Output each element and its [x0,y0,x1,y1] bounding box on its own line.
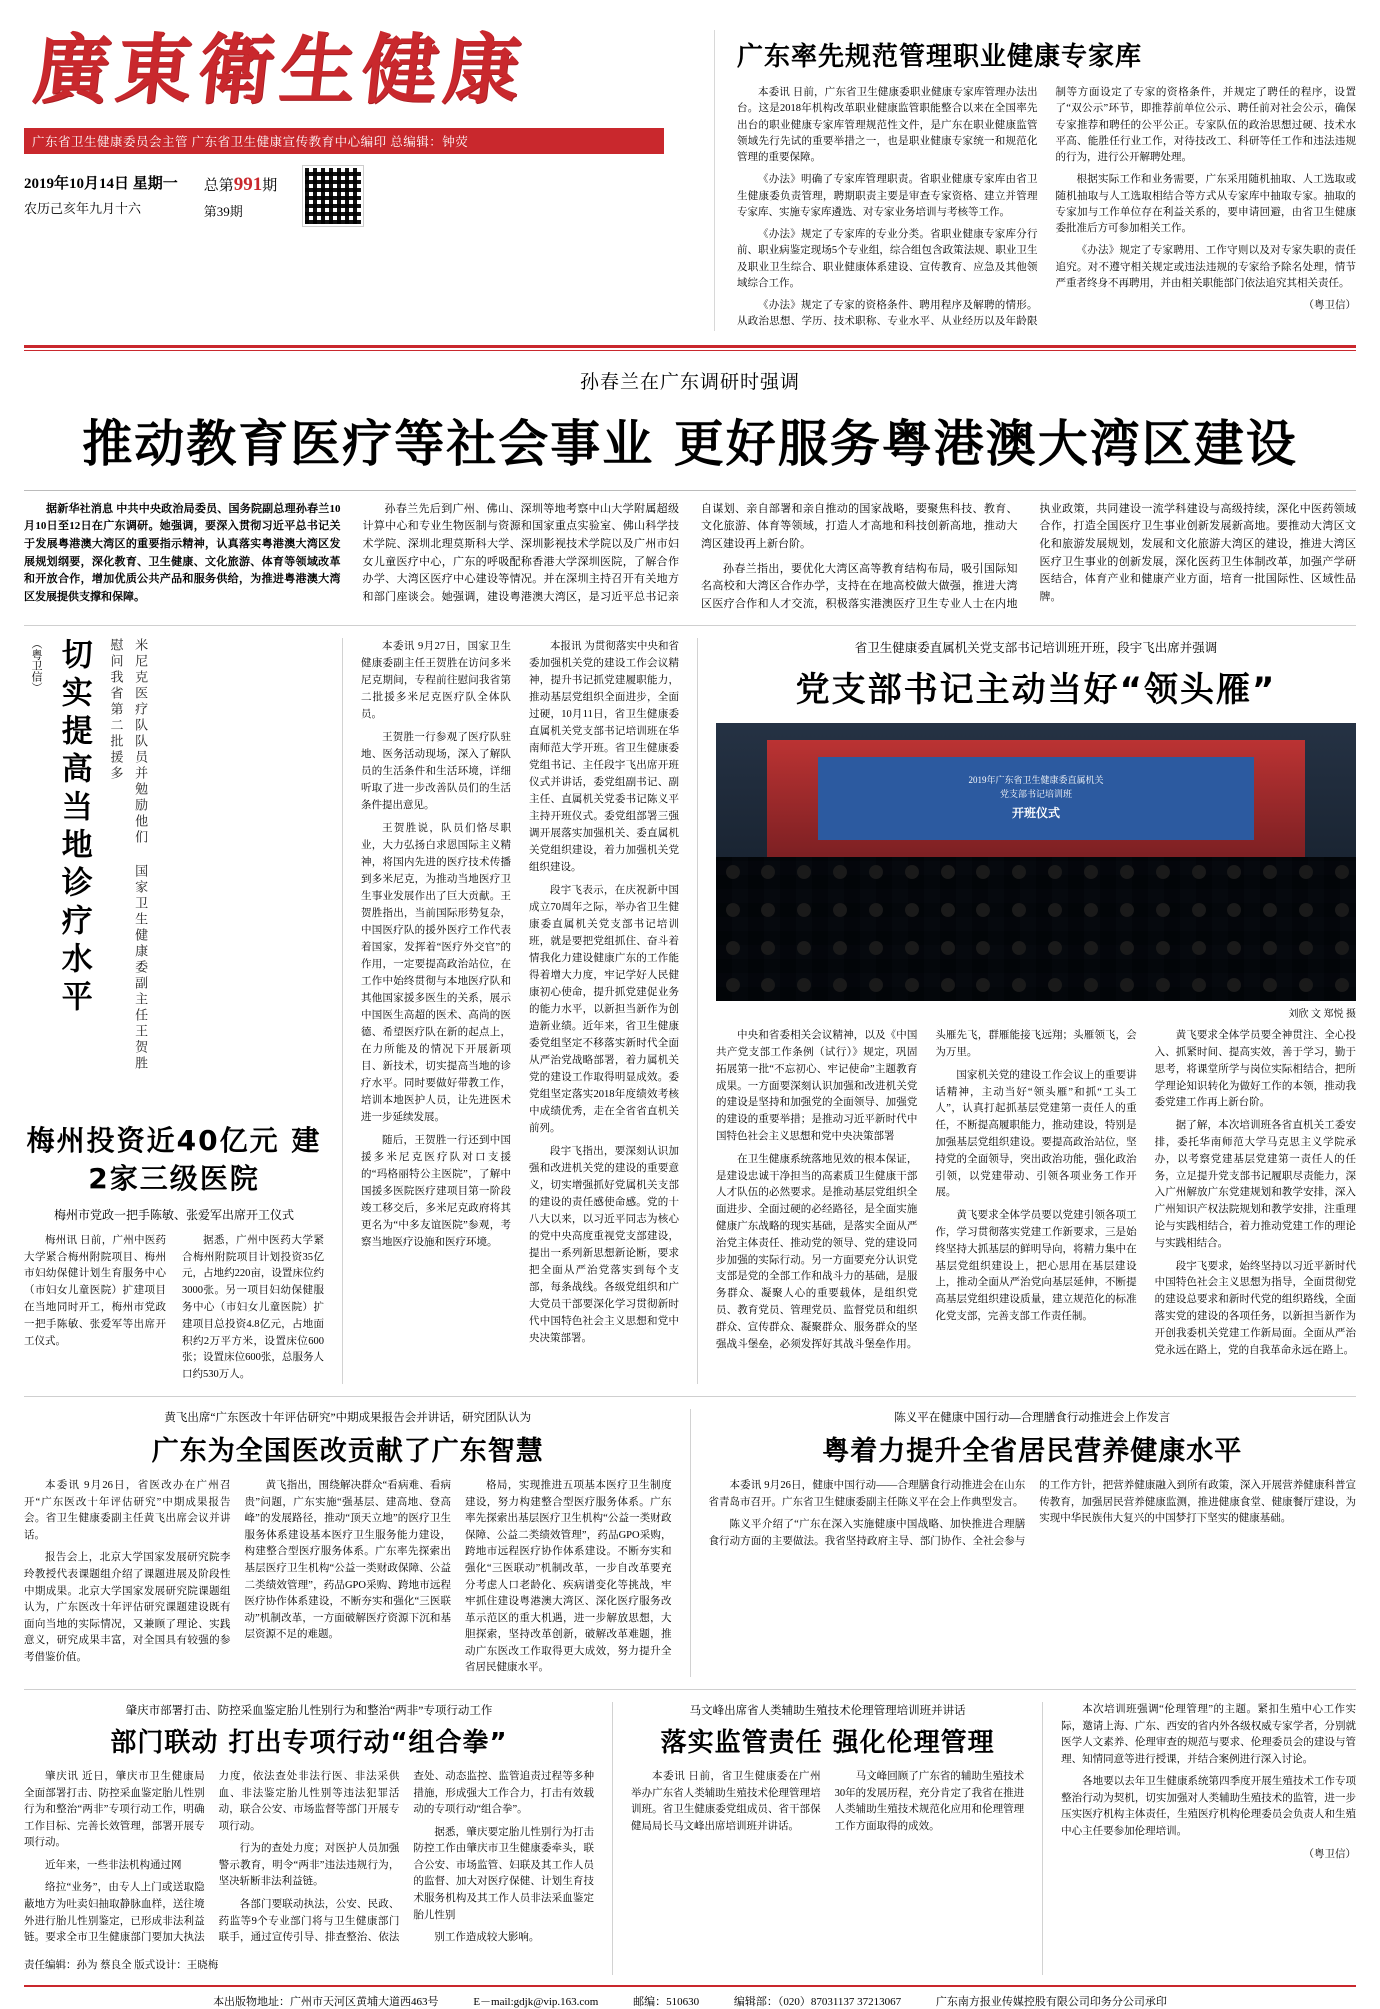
paragraph: 王贺胜一行参观了医疗队驻地、医务活动现场，深入了解队员的生活条件和生活环境，详细听取了进一步改善队员们的生活条件提出意见。 [361,732,511,812]
mid-column-a [361,638,511,1384]
meizhou-headline: 梅州投资近40亿元 建2家三级医院 [26,1124,322,1196]
paragraph: 本委讯 9月26日，健康中国行动——合理膳食行动推进会在山东省青岛市召开。广东省卫生健康委副主任陈义平在会上作典型发言。 [708,1480,1026,1508]
audience-head [1299,978,1313,992]
audience-head [1156,903,1170,917]
audience-head [1299,903,1313,917]
audience-head [833,865,847,879]
audience-head [905,978,919,992]
audience-head [1048,978,1062,992]
paragraph: 中央和省委相关会议精神，以及《中国共产党支部工作条例（试行）》规定，巩固拓展第一批“不忘初心、牢记使命”主题教育成果。一方面要深刻认识加强和改进机关党的建设是坚持和加强党的全面领导、加强党的建设的重要举措；是推动习近平新时代中国特色社会主义思想和党中央决策部署 [716,1030,918,1143]
editor-credits: 责任编辑：孙为 蔡良全 版式设计：王晓梅 [24,1959,219,1971]
audience-head [1084,865,1098,879]
audience-head [797,903,811,917]
audience-head [1048,903,1062,917]
paragraph: 段宇飞要求，始终坚持以习近平新时代中国特色社会主义思想为指导，全面贯彻党的建设总要求和新时代党的组织路线，全面落实党的建设的各项任务，以新担当新作为开创我委机关党建工作新局面。全面从严治党永远在路上，党的自我革命永远在路上。 [1154,1260,1356,1356]
audience-head [1156,978,1170,992]
audience-head [1012,941,1026,955]
footer-email[interactable]: E－mail:gdjk@vip.163.com [473,1995,599,2008]
audience-head [1084,978,1098,992]
banner-line-2: 党支部书记培训班 [999,788,1072,799]
training-class-photo [716,723,1356,1001]
audience-head [1227,865,1241,879]
audience-head [941,865,955,879]
paragraph: 随后，王贺胜一行还到中国援多米尼克医疗队对口支援的“玛格丽特公主医院”，了解中国援多医院医疗建项目第一阶段竣工移交后，多米尼克政府将其更名为“中多友谊医院”参观，考察当地医疗设施和医疗环境。 [361,1135,511,1249]
divider [24,1396,1356,1397]
audience-head [905,903,919,917]
audience-head [1048,941,1062,955]
article-headline: 部门联动 打出专项行动“组合拳” [110,1727,508,1758]
bottom-section [24,1702,1356,1975]
paragraph: 黄飞要求全体学员要以党建引领各项工作，学习贯彻落实党建工作新要求，三是始终坚持大抓基层的鲜明导向，将精力集中在基层党组织建设上，把心思用在基层建设上，推动全面从严治党向基层延伸，不断提高基层党组织建设质量，建立规范化的标准化党支部，完善支部工作责任制。 [935,1210,1137,1323]
audience-head [1299,941,1313,955]
audience-head [1156,865,1170,879]
article-body [24,1769,594,1949]
banner-line-1: 2019年广东省卫生健康委直属机关 [968,775,1104,786]
paragraph: 孙春兰先后到广州、佛山、深圳等地考察中山大学附属超级计算中心和专业生物医制与资源和国家重点实验室、佛山科学技术学院、深圳北理莫斯科大学、深圳影视技术学院以及广州市妇女儿童医疗中心，广东的呼吸配称香港大学深圳医院，了解合作办学、大湾区医疗中心建设等情况。并在深圳主持召开有关地方和部门座谈会。她强调，建设粤港澳大湾区，是习近平总书记亲自谋划、亲自部署和亲自推动的国家战略，要聚焦科技、教育、文化旅游、体育等领域，打造人才高地和科技创新高地，推动大湾区建设再上新台阶。 [362,502,1018,603]
mid-section [24,638,1356,1384]
audience-head [1120,903,1134,917]
party-branch-article [716,638,1356,1384]
top-article-headline: 广东率先规范管理职业健康专家库 [737,42,1143,72]
divider [24,1689,1356,1690]
article-kicker: 马文峰出席省人类辅助生殖技术伦理管理培训班并讲话 [689,1704,966,1717]
audience-head [1335,903,1349,917]
audience-head [1263,903,1277,917]
paragraph: 行为的查处力度；对医护人员加强警示教育，明令“两非”违法违规行为，坚决斩断非法利益链。 [218,1843,400,1888]
audience-head [1120,978,1134,992]
issue-block [204,169,278,223]
masthead-meta [24,166,714,226]
party-branch-body [716,1028,1356,1359]
zhaoqing-article [24,1702,594,1975]
audience-head [833,941,847,955]
paragraph: 黄飞指出，围绕解决群众“看病难、看病贵”问题，广东实施“强基层、建高地、登高峰”的发展路径，推动“顶天立地”的医疗卫生服务体系建设基本医疗卫生服务能力建设，构建整合型医疗服务体系。广东率先探索出基层医疗卫生机构“公益一类财政保障、公益二类绩效管理”，药品GPO采购、跨地市远程医疗协作体系建设，不断夯实和强化“三医联动”机制改革，一方面破解医疗资源下沉和基层资源不足的难题。 [244,1480,451,1641]
divider [24,490,1356,491]
divider-vertical [690,1409,691,1677]
audience-head [941,941,955,955]
paragraph: 络拉“业务”，由专人上门或送取隐蔽地方为吐卖妇抽取静脉血样，送往境外进行胎儿性别鉴定，已形成非法利益链。要求全市卫生健康部门要加大执法力度，依法查处非法行医、非法采供血、非法鉴定胎儿性别等违法犯罪活动，联合公安、市场监督等部门开展专项行动。 [24,1770,400,1944]
audience-head [1120,941,1134,955]
paragraph: 肇庆讯 近日，肇庆市卫生健康局全面部署打击、防控采血鉴定胎儿性别行为和整治“两非”专项行动工作，明确工作目标、完善长效管理，部署开展专项行动。 [24,1770,205,1849]
ethics-article [631,1702,1024,1975]
qr-code-icon[interactable] [303,166,363,226]
paragraph: 本次培训班强调“伦理管理”的主题。紧扣生殖中心工作实际，邀请上海、广东、西安的省内外各级权威专家学者，分别就医学人文素养、伦理审查的规范与要求、伦理委员会的建设与管理、知情同意等进行授课，并结合案例进行深入讨论。 [1061,1703,1356,1765]
audience-head [1012,903,1026,917]
paragraph: 段宇飞指出，要深刻认识加强和改进机关党的建设的重要意义，切实增强抓好党属机关支部的建设的责任感使命感。党的十八大以来，以习近平同志为核心的党中央高度重视党支部建设，提出一系列新思想新论断，要求把全面从严治党落实到每个支部，每条战线。各级党组织和广大党员干部要深化学习贯彻新时代中国特色社会主义思想和党中央决策部署。 [529,1146,679,1345]
audience-head [833,903,847,917]
paragraph: 段宇飞表示，在庆祝新中国成立70周年之际，举办省卫生健康委直属机关党支部书记培训班，就是要把党组抓住、奋斗着情我化力建设健康广东的工作能得着增大力度，牢记学好人民健康初心使命，提升抓党建促业务的能力水平，以新担当新作为创造新业绩。近年来，省卫生健康委党组坚定不移落实新时代全面从严治党战略部署，着力属机关党的建设工作取得明显成效。委党组坚定落实2018年度绩效考核中成绩优秀，走在全省省直机关前列。 [529,885,679,1135]
audience-head [1263,978,1277,992]
article-headline: 粤着力提升全省居民营养健康水平 [822,1436,1243,1468]
paragraph: 别工作造成较大影响。 [434,1932,540,1944]
audience-head [869,903,883,917]
paragraph: 《办法》明确了专家库管理职责。省职业健康专家库由省卫生健康委负责管理，聘期职责主要是审查专家资格、建立并管理专家库、实施专家库遴选、对专家业务培训与考核等工作。 [737,174,1038,218]
audience-head [941,903,955,917]
date-block [24,172,178,220]
paragraph: 本委讯 日前，广东省卫生健康委职业健康专家库管理办法出台。这是2018年机构改革职业健康监管职能整合以来在全国率先出台的职业健康专家库管理规范性文件，是广东在职业健康监管领域先行先试的重要举措之一，也是职业健康专家统一和规范化管理的重要保障。 [737,87,1038,164]
vertical-byline: （粤卫信） [30,638,42,694]
party-branch-kicker: 省卫生健康委直属机关党支部书记培训班开班，段宇飞出席并强调 [854,641,1218,656]
audience-head [1263,941,1277,955]
meizhou-kicker: 梅州市党政一把手陈敏、张爱军出席开工仪式 [53,1207,294,1222]
paragraph: 据悉，肇庆要定胎儿性别行为打击防控工作由肇庆市卫生健康委牵头，联合公安、市场监管、妇联及其工作人员的监督、加大对医疗保健、计划生育技术服务机构及其工作人员非法采血鉴定胎儿性别 [413,1826,595,1921]
audience-head [1156,941,1170,955]
footer-zip: 邮编：510630 [633,1995,700,2008]
divider-vertical [612,1702,613,1975]
audience-head [1335,941,1349,955]
audience-head [726,903,740,917]
lunar-date: 农历己亥年九月十六 [24,200,142,216]
audience-head [1012,978,1026,992]
paragraph: 《办法》规定了专家库的专业分类。省职业健康专家库分行前、职业病鉴定现场5个专业组，综合组包含政策法规、职业卫生及职业卫生综合、职业健康体系建设、宣传教育、应急及其他领域综合工作。 [737,229,1038,289]
divider-vertical [342,638,343,1384]
lead-article-header [24,367,1356,476]
issue-number: 总第991期 [203,173,278,195]
paragraph: 据悉，广州中医药大学紧合梅州附院项目计划投资35亿元，占地约220亩，设置床位约3000张。另一项目妇幼保健服务中心（市妇女儿童医院）扩建项目总投资4.8亿元，占地面积约2万平方米，设置床位600张；设置床位600张，总服务人口约530万人。 [182,1234,324,1381]
masthead [24,0,1356,331]
audience-head [726,865,740,879]
audience-head [976,978,990,992]
divider-vertical [697,638,698,1384]
audience-head [976,941,990,955]
audience-head [869,941,883,955]
paragraph: 格局，实现推进五项基本医疗卫生制度建设，努力构建整合型医疗服务体系。广东率先探索出基层医疗卫生机构“公益一类财政保障、公益二类绩效管理”，药品GPO采购，跨地市远程医疗协作体系建设。不断夯实和强化“三医联动”机制改革，一步自改革要充分考虑人口老龄化、疾病谱变化等挑战，牢牢抓住建设粤港澳大湾区、深化医疗服务改革示范区的重大机遇，进一步解放思想，大胆探索，坚持改革创新，破解改革难题，推动广东医改工作取得更大成效，努力提升全省居民健康水平。 [465,1480,672,1674]
audience-head [1263,865,1277,879]
paragraph: 报告会上，北京大学国家发展研究院李玲教授代表课题组介绍了课题进展及阶段性中期成果。北京大学国家发展研究院课题组认为，广东医改十年评估研究课题建设既有面向当地的实际情况，又兼顾了理论、实践意义，研究成果丰富，对全国具有较强的参考借鉴价值。 [24,1552,231,1663]
audience-head [761,941,775,955]
top-article [714,30,1356,331]
lower-section [24,1409,1356,1677]
audience-head [905,941,919,955]
nutrition-article [709,1409,1357,1677]
audience-head [1120,865,1134,879]
audience-head [1192,865,1206,879]
vertical-headline: 切实提高当地诊疗水平 [55,638,92,1019]
paragraph: 马文峰回顾了广东省的辅助生殖技术30年的发展历程，充分肯定了我省在推进人类辅助生殖技术规范化应用和伦理管理工作方面取得的成效。 [834,1770,1025,1832]
audience-head [1192,978,1206,992]
audience-head [797,941,811,955]
article-body [1061,1702,1356,1869]
audience-head [1299,865,1313,879]
byline: （粤卫信） [1303,1848,1356,1860]
publication-date: 2019年10月14日 星期一 [24,176,178,192]
audience-head [1192,941,1206,955]
audience-head [941,978,955,992]
audience-head [1227,978,1241,992]
article-headline: 落实监管责任 强化伦理管理 [660,1727,995,1758]
article-kicker: 陈义平在健康中国行动—合理膳食行动推进会上作发言 [894,1412,1171,1425]
article-body [24,1478,672,1677]
divider-red [24,345,1356,348]
paragraph: 各部门要联动执法，公安、民政、药监等9个专业部门将与卫生健康部门联手，通过宣传引导、排查整治、依法查处、动态监控、监管追责过程等多种措施，形成强大工作合力，打击有效载动的专项行动“组合拳”。 [218,1770,595,1944]
audience-head [1048,865,1062,879]
audience-head [976,903,990,917]
article-headline: 广东为全国医改贡献了广东智慧 [151,1436,544,1468]
paragraph: 黄飞要求全体学员要全神贯注、全心投入、抓紧时间、提高实效，善于学习，勤于思考，将课堂所学与岗位实际相结合，把所学理论知识转化为做好工作的本领，推动我委党建工作再上新台阶。 [1154,1030,1356,1109]
article-body [631,1769,1024,1841]
paragraph: 本报讯 为贯彻落实中央和省委加强机关党的建设工作会议精神，提升书记抓党建履职能力，推动基层党组织全面进步，全面过硬，10月11日，省卫生健康委直属机关党支部书记培训班在华南师范大学开班。省卫生健康委党组书记、主任段宇飞出席开班仪式并讲话，委党组副书记、副主任、直属机关党委书记陈义平主持开班仪式。委党组部署三强调开展落实加强机关、委直属机关党组织建设，着力加强机关党组织建设。 [529,641,679,874]
paragraph: 近年来，一些非法机构通过网 [45,1859,182,1871]
audience-head [976,865,990,879]
lead-article-body [24,501,1356,614]
meizhou-body [24,1233,324,1384]
party-branch-headline: 党支部书记主动当好“领头雁” [795,670,1277,711]
audience-head [1227,941,1241,955]
mid-column-b [529,638,679,1384]
paragraph: 《办法》规定了专家聘用、工作守则以及对专家失职的责任追究。对不遵守相关规定或违法违规的专家给予除名处理，情节严重者终身不再聘用，并由相关职能部门依法追究其相关责任。 [1055,245,1356,289]
top-article-body [737,85,1356,331]
audience-head [1335,865,1349,879]
page-footer [24,1985,1356,2009]
paragraph: 本委讯 日前，省卫生健康委在广州举办广东省人类辅助生殖技术伦理管理培训班。省卫生健康委党组成员、省干部保健局局长马文峰出席培训班并讲话。 [631,1770,821,1832]
audience-head [833,978,847,992]
paragraph: 国家机关党的建设工作会议上的重要讲话精神，主动当好“领头雁”和抓“工头工人”，认真打起抓基层党建第一责任人的重任，不断提高履职能力，推动建设，特别是加强基层党组织建设。要提高政治站位，坚持党的全面领导，突出政治功能，强化政治引领，以党建带动、引领各项业务工作开展。 [935,1069,1137,1199]
gd-medical-reform-article [24,1409,672,1677]
paragraph: 梅州讯 日前，广州中医药大学紧合梅州附院项目、梅州市妇幼保健计划生育服务中心（市妇女儿童医院）扩建项目在当地同时开工，梅州市党政一把手陈敏、张爱军等出席开工仪式。 [24,1234,166,1347]
audience-head [797,865,811,879]
paragraph: 据了解，本次培训班各省直机关工委安排，委托华南师范大学马克思主义学院承办，以考察党建基层党建第一责任人的任务，立足提升党支部书记履职尽责能力，深入广州解放广东党建规划和教学安排，深入广州知识产权法院规划和教学安排，注重理论与实践相结合，着力推动党建工作的理论与实践相结合。 [1154,1120,1356,1249]
paragraph: 孙春兰指出，要优化大湾区高等教育结构布局，吸引国际知名高校和大湾区合作办学，支持在在地高校做大做强，推进大湾区医疗合作和人才交流，积极落实港澳医疗卫生专业人士在内地执业政策，共同建设一流学科建设与高级持续，深化中医药领域合作，打造全国医疗卫生事业创新发展新高地。要推动大湾区文化和旅游发展规划，发展和文化旅游大湾区的建设，推进大湾区医疗卫生事业的创新发展，深化医药卫生体制改革，加强产学研医结合，体育产业和健康产业方面，培育一批国际性、区域性品牌。 [701,502,1356,610]
paragraph: 在卫生健康系统落地见效的根本保证，是建设忠诚干净担当的高素质卫生健康干部人才队伍的必然要求。是推动基层党组织全面进步、全面过硬的必经路径，是全面实施健康广东战略的现实基础，是落实全面从严治党主体责任、推动党的领导、党的建设同步加强的实际行动。另一方面要充分认识党支部是党的全部工作和战斗力的基础，是服务群众、凝聚人心的重要载体，是组织党员、教育党员、管理党员、监督党员和组织群众、宣传群众、凝聚群众、服务群众的坚强战斗堡垒，必须发挥好其战斗堡垒作用。头雁先飞，群雁能接飞远翔；头雁领飞，会为万里。 [716,1030,1137,1350]
paragraph: 据新华社消息 中共中央政治局委员、国务院副总理孙春兰10月10日至12日在广东调研。她强调，要深入贯彻习近平总书记关于发展粤港澳大湾区的重要指示精神，认真落实粤港澳大湾区发展规划纲要，深化教育、卫生健康、文化旅游、体育等领域改革和开放合作，增加优质公共产品和服务供给，为推进粤港澳大湾区发展提供支撑和保障。 [24,502,341,603]
lead-kicker: 孙春兰在广东调研时强调 [579,370,800,393]
article-kicker: 肇庆市部署打击、防控采血鉴定胎儿性别行为和整治“两非”专项行动工作 [125,1704,493,1717]
article-kicker: 黄飞出席“广东医改十年评估研究”中期成果报告会并讲话，研究团队认为 [164,1412,532,1425]
audience-head [869,865,883,879]
audience-head [1335,978,1349,992]
byline: （粤卫信） [1303,300,1356,312]
divider-red-thin [24,350,1356,351]
footer-address: 本出版物地址：广州市天河区黄埔大道西463号 [213,1995,439,2008]
audience-head [1084,903,1098,917]
audience-head [869,978,883,992]
audience-head [905,865,919,879]
photo-banner-screen [818,757,1253,840]
audience-head [1084,941,1098,955]
audience-head [726,941,740,955]
banner-line-3: 开班仪式 [1011,806,1060,821]
paragraph: 本委讯 9月27日，国家卫生健康委副主任王贺胜在访问多米尼克期间，专程前往慰问我省第二批援多米尼克医疗队全体队员。 [361,641,511,721]
audience-head [1227,903,1241,917]
article-body [709,1478,1357,1550]
paragraph: 王贺胜说，队员们恪尽职业，大力弘扬白求恩国际主义精神，将国内先进的医疗技术传播到多米尼克，为推动当地医疗卫生事业发展作出了巨大贡献。王贺胜指出，当前国际形势复杂，中国医疗队的援外医疗工作代表着国家，发挥着“医疗外交官”的作用，一定要提高政治站位，在工作中始终贯彻与本地医疗队和其他国家援多医生的关系，展示中国医生高超的医术、高尚的医德、希望医疗队在新的起点上，在力所能及的情况下开展新项目、新技术，切实提高当地的诊疗水平。同时要做好带教工作，培训本地医护人员，让先进医术进一步延续发展。 [361,823,511,1124]
audience-head [761,978,775,992]
paragraph: 各地要以去年卫生健康系统第四季度开展生殖技术工作专项整治行动为契机，切实加强对人类辅助生殖技术的监管，进一步压实医疗机构主体责任，生殖医疗机构伦理委员会负责人和生殖中心主任要参加伦理培训。 [1061,1776,1356,1838]
paragraph: 《办法》规定了专家的资格条件、聘用程序及解聘的情形。从政治思想、学历、技术职称、专业水平、从业经历以及年龄限制等方面设定了专家的资格条件，并规定了聘任的程序，设置了“双公示”环节，即推荐前单位公示、聘任前对社会公示，确保专家推荐和聘任的公平公正。专家队伍的政治思想过硬、技术水平高、能胜任行业工作，对待技改工、科研等任工作和违法违规的行为，进行公开解聘处理。 [737,87,1356,328]
mid-left-article [24,638,324,1384]
edition-number: 第39期 [203,203,243,219]
lead-headline: 推动教育医疗等社会事业 更好服务粤港澳大湾区建设 [82,414,1298,473]
paragraph: 根据实际工作和业务需要，广东采用随机抽取、人工选取或随机抽取与人工选取相结合等方式从专家库中抽取专家。抽取的专家加与工作单位存在利益关系的，要申请回避，由省卫生健康委批准后方可参加相关工作。 [1055,174,1356,235]
divider-vertical [1042,1702,1043,1975]
photo-audience [716,857,1356,1002]
publication-logo: 廣東衛生健康 [29,25,531,114]
photo-caption: 刘欣 文 郑悦 摄 [1288,1009,1356,1021]
vertical-subhead: 米尼克医疗队队员并勉励他们 国家卫生健康委副主任王贺胜慰问我省第二批援多 [108,638,149,1073]
paragraph: 陈义平介绍了“广东在深入实施健康中国战略、加快推进合理膳食行动方面的主要做法。我省坚持政府主导、部门协作、全社会参与的工作方针，把营养健康融入到所有政策，深入开展营养健康科普宣传教育，加强居民营养健康监测，推进健康食堂、健康餐厅建设，为实现中华民族伟大复兴的中国梦打下坚实的健康基础。 [708,1480,1356,1547]
paragraph: 本委讯 9月26日，省医改办在广州召开“广东医改十年评估研究”中期成果报告会。省卫生健康委副主任黄飞出席会议并讲话。 [24,1480,231,1541]
audience-head [1192,903,1206,917]
audience-head [761,903,775,917]
vertical-headline-wrap [24,638,324,1108]
publication-credits-bar: 广东省卫生健康委员会主管 广东省卫生健康宣传教育中心编印 总编辑：钟荧 [24,128,664,154]
masthead-left [24,25,714,226]
audience-head [797,978,811,992]
footer-tel: 编辑部：（020）87031137 37213067 [733,1995,902,2008]
ethics-article-continued [1061,1702,1356,1975]
footer-printer: 广东南方报业传媒控股有限公司印务分公司承印 [935,1995,1167,2008]
divider [24,625,1356,626]
audience-head [1012,865,1026,879]
audience-head [761,865,775,879]
audience-head [726,978,740,992]
